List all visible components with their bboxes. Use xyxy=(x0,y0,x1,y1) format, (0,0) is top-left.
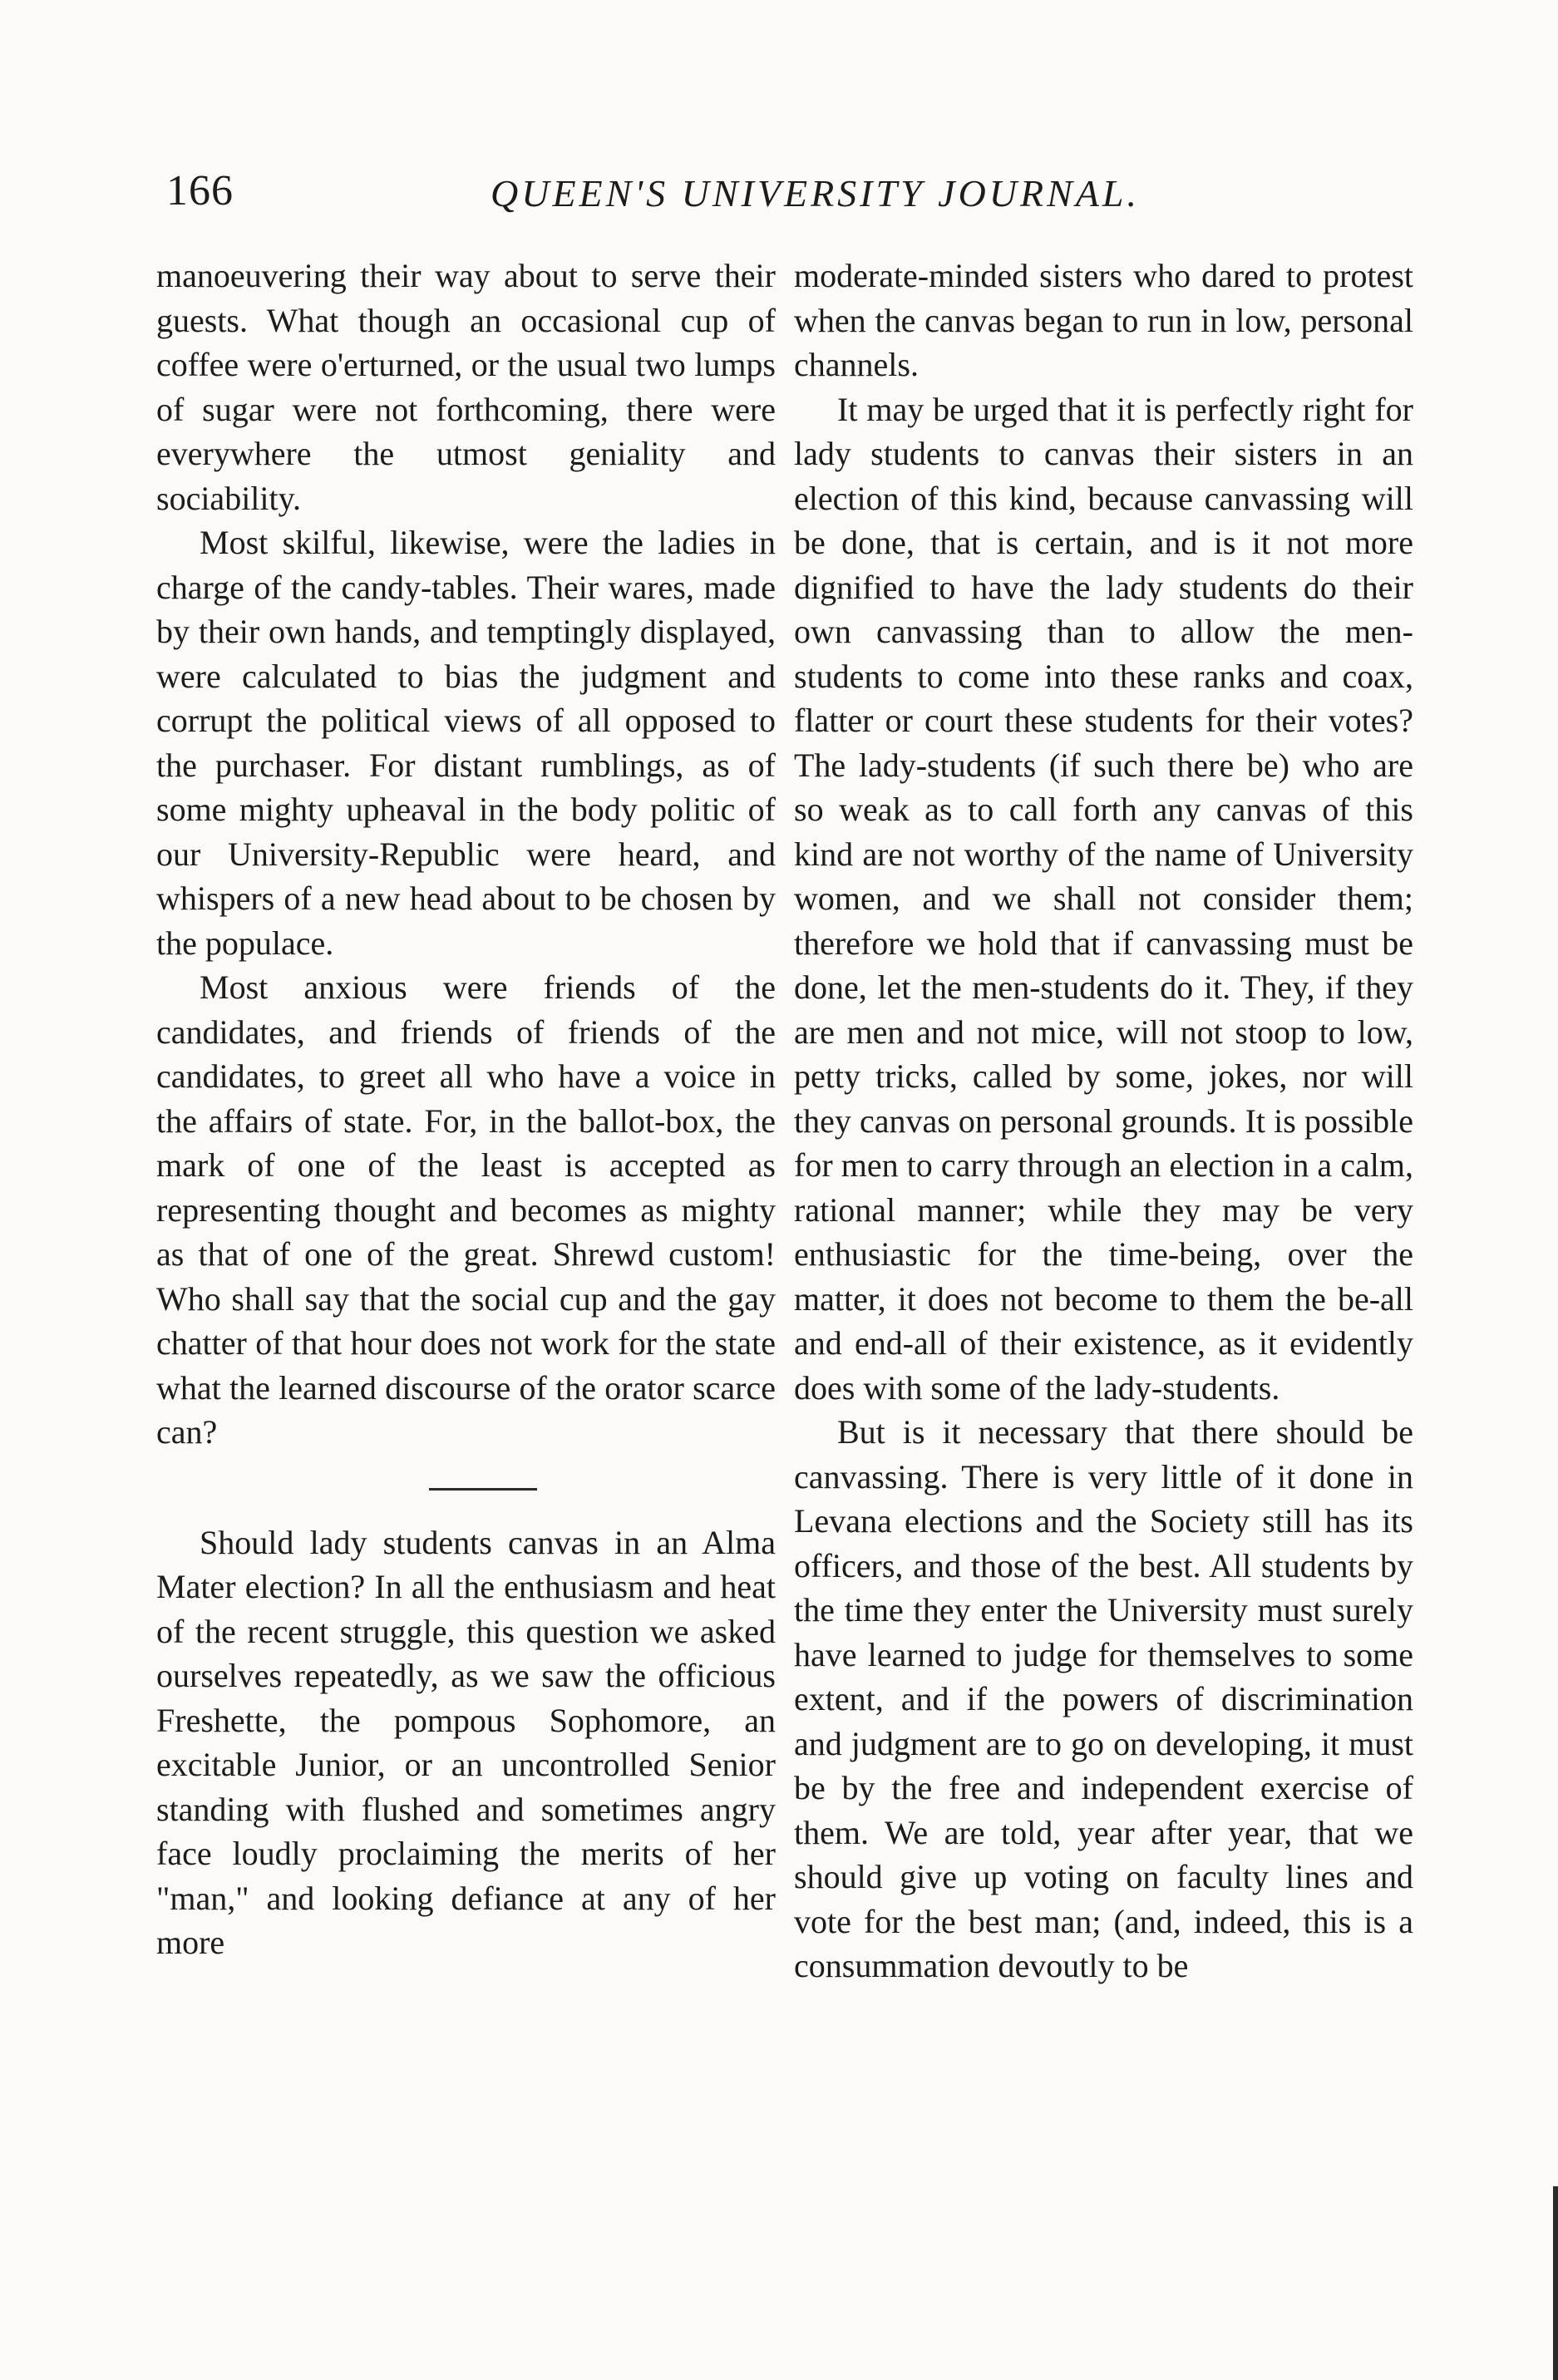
paragraph-candy-tables: Most skilful, likewise, were the ladies in charge of the candy-tables. Their wares, made by their own hands, and temptingly displayed, were calculated to bias the judgment and corrupt the political views of all opposed to the purchaser. For distant rumblings, as of some mighty upheaval in the body politic of our University-Republic were heard, and whispers of a new head about to be chosen by the populace. xyxy=(156,524,776,962)
section-divider xyxy=(429,1488,537,1491)
paragraph-moderate-sisters: moderate-minded sisters who dared to protest when the canvas began to run in low, personal channels. xyxy=(794,257,1413,383)
paragraph-levana-elections: But is it necessary that there should be canvassing. There is very little of it done in Levana elections and the Society still has its officers, and those of the best. All students by the time they enter the University must surely have learned to judge for themselves to some extent, and if the powers of discrimination and judgment are to go on developing, it must be by the free and independent exercise of them. We are told, year after year, that we should give up voting on faculty lines and vote for the best man; (and, indeed, this is a consummation devoutly to be xyxy=(794,1413,1413,1984)
left-column xyxy=(156,254,776,1965)
page-number: 166 xyxy=(166,167,234,214)
right-column xyxy=(794,254,1413,1988)
scan-edge-mark xyxy=(1553,2186,1558,2380)
paragraph-canvas-question: Should lady students canvas in an Alma Mater election? In all the enthusiasm and heat of the recent struggle, this question we asked ourselves repeatedly, as we saw the officious Freshette, the pompous Sophomore, an excitable Junior, or an uncontrolled Senior standing with flushed and sometimes angry face loudly proclaiming the merits of her "man," and looking defiance at any of her more xyxy=(156,1523,776,1961)
paragraph-candidates: Most anxious were friends of the candidates, and friends of friends of the candidates, to greet all who have a voice in the affairs of state. For, in the ballot-box, the mark of one of the least is accepted as representing thought and becomes as mighty as that of one of the great. Shrewd custom! Who shall say that the social cup and the gay chatter of that hour does not work for the state what the learned discourse of the orator scarce can? xyxy=(156,968,776,1451)
page-header xyxy=(0,166,1558,233)
paragraph-canvassing-argument: It may be urged that it is perfectly right for lady students to canvas their sisters in an election of this kind, because canvassing will be done, that is certain, and is it not more dignified to have the lady students do their own canvassing than to allow the men-students to come into these ranks and coax, flatter or court these students for their votes? The lady-students (if such there be) who are so weak as to call forth any canvas of this kind are not worthy of the name of University women, and we shall not consider them; therefore we hold that if canvassing must be done, let the men-students do it. They, if they are men and not mice, will not stoop to low, petty tricks, called by some, jokes, nor will they canvas on personal grounds. It is possible for men to carry through an election in a calm, rational manner; while they may be very enthusiastic for the time-being, over the matter, it does not become to them the be-all and end-all of their existence, as it evidently does with some of the lady-students. xyxy=(794,390,1413,1407)
running-title: QUEEN'S UNIVERSITY JOURNAL. xyxy=(491,172,1140,214)
paragraph-continuation: manoeuvering their way about to serve their guests. What though an occasional cup of coffee were o'erturned, or the usual two lumps of sugar were not forthcoming, there were everywhere the utmost geniality and sociability. xyxy=(156,257,776,517)
